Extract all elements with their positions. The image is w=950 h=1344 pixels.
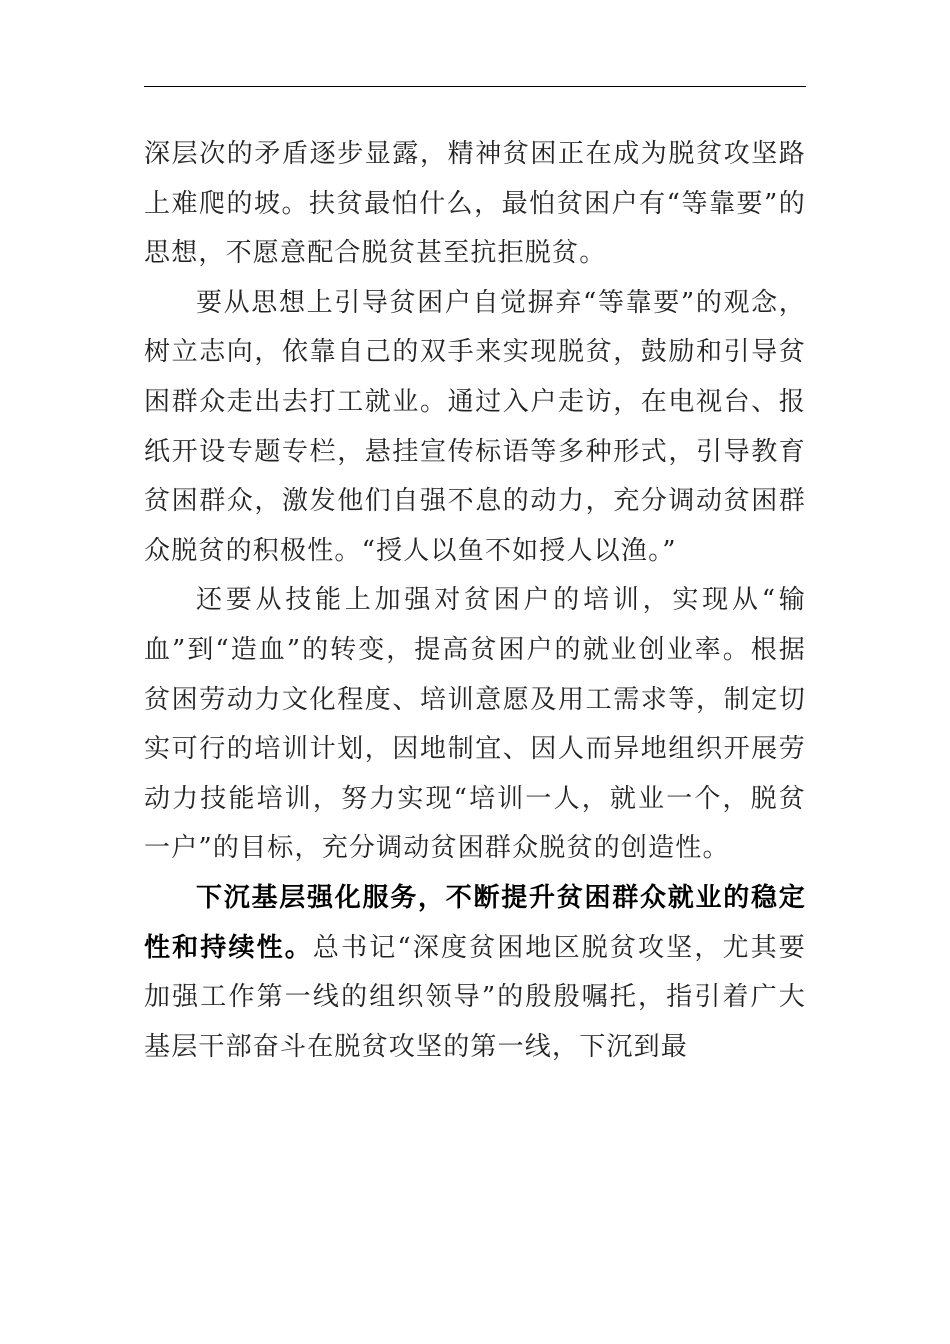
paragraph-1-text: 深层次的矛盾逐步显露，精神贫困正在成为脱贫攻坚路上难爬的坡。扶贫最怕什么，最怕贫困户有“等靠要”的思想，不愿意配合脱贫甚至抗拒脱贫。	[144, 139, 806, 269]
paragraph-3	[144, 576, 806, 874]
paragraph-4-text: 总书记“深度贫困地区脱贫攻坚，尤其要加强工作第一线的组织领导”的殷殷嘱托，指引着广大基层干部奋斗在脱贫攻坚的第一线，下沉到最	[144, 932, 806, 1062]
paragraph-2	[144, 279, 806, 577]
paragraph-2-text: 要从思想上引导贫困户自觉摒弃“等靠要”的观念，树立志向，依靠自己的双手来实现脱贫，鼓励和引导贫困群众走出去打工就业。通过入户走访，在电视台、报纸开设专题专栏，悬挂宣传标语等多种形式，引导教育贫困群众，激发他们自强不息的动力，充分调动贫困群众脱贫的积极性。“授人以鱼不如授人以渔。”	[144, 287, 806, 566]
paragraph-3-text: 还要从技能上加强对贫困户的培训，实现从“输血”到“造血”的转变，提高贫困户的就业创业率。根据贫困劳动力文化程度、培训意愿及用工需求等，制定切实可行的培训计划，因地制宜、因人而异地组织开展劳动力技能培训，努力实现“培训一人，就业一个，脱贫一户”的目标，充分调动贫困群众脱贫的创造性。	[144, 585, 806, 864]
header-rule	[144, 86, 806, 87]
paragraph-4	[144, 874, 806, 1072]
paragraph-1	[144, 130, 806, 279]
paragraph-4-lead: 下沉基层强化服务，不断提升贫困群众就业的稳定性和持续性。	[144, 882, 806, 963]
document-body	[144, 130, 806, 1072]
